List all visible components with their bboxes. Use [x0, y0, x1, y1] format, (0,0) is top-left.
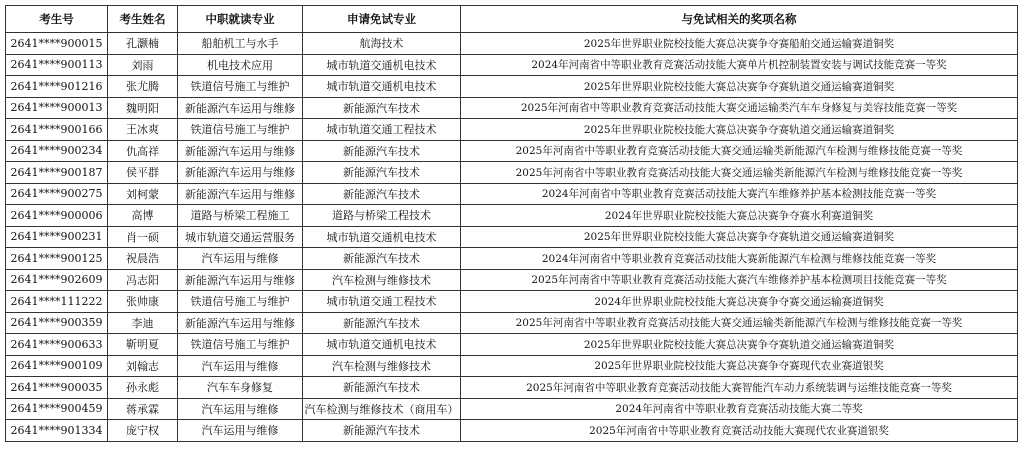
award-name-cell: 2024年河南省中等职业教育竞赛活动技能大赛汽车维修养护基本检测技能竞赛一等奖	[461, 183, 1018, 205]
applied-major-cell: 城市轨道交通机电技术	[303, 76, 461, 98]
candidate-name-cell: 侯平群	[108, 162, 178, 184]
candidate-name-cell: 冯志阳	[108, 269, 178, 291]
candidate-name-cell: 蒋承霖	[108, 398, 178, 420]
candidate-name-cell: 祝晨浩	[108, 248, 178, 270]
vocational-major-cell: 铁道信号施工与维护	[178, 291, 303, 313]
candidate-name-cell: 刘雨	[108, 54, 178, 76]
vocational-major-cell: 铁道信号施工与维护	[178, 76, 303, 98]
table-row	[6, 162, 1018, 184]
candidate-id-cell: 2641****900459	[6, 398, 108, 420]
award-name-cell: 2025年河南省中等职业教育竞赛活动技能大赛现代农业赛道银奖	[461, 420, 1018, 442]
exam-exemption-table	[5, 5, 1018, 442]
table-row	[6, 334, 1018, 356]
award-name-cell: 2025年世界职业院校技能大赛总决赛争夺赛现代农业赛道银奖	[461, 355, 1018, 377]
vocational-major-cell: 汽车车身修复	[178, 377, 303, 399]
vocational-major-cell: 汽车运用与维修	[178, 420, 303, 442]
award-name-cell: 2025年世界职业院校技能大赛总决赛争夺赛轨道交通运输赛道铜奖	[461, 119, 1018, 141]
award-name-cell: 2025年河南省中等职业教育竞赛活动技能大赛交通运输类新能源汽车检测与维修技能竞赛一等奖	[461, 140, 1018, 162]
applied-major-cell: 新能源汽车技术	[303, 183, 461, 205]
table-row	[6, 33, 1018, 55]
award-name-cell: 2024年河南省中等职业教育竞赛活动技能大赛单片机控制装置安装与调试技能竞赛一等奖	[461, 54, 1018, 76]
applied-major-cell: 道路与桥梁工程技术	[303, 205, 461, 227]
candidate-id-cell: 2641****900015	[6, 33, 108, 55]
header-candidate-id: 考生号	[6, 6, 108, 33]
vocational-major-cell: 道路与桥梁工程施工	[178, 205, 303, 227]
applied-major-cell: 新能源汽车技术	[303, 248, 461, 270]
candidate-id-cell: 2641****900231	[6, 226, 108, 248]
candidate-id-cell: 2641****111222	[6, 291, 108, 313]
table-header-row	[6, 6, 1018, 33]
candidate-id-cell: 2641****902609	[6, 269, 108, 291]
candidate-name-cell: 仇高祥	[108, 140, 178, 162]
candidate-name-cell: 靳明夏	[108, 334, 178, 356]
candidate-name-cell: 刘翰志	[108, 355, 178, 377]
candidate-name-cell: 庞宁权	[108, 420, 178, 442]
vocational-major-cell: 机电技术应用	[178, 54, 303, 76]
candidate-id-cell: 2641****900109	[6, 355, 108, 377]
candidate-name-cell: 张尤腾	[108, 76, 178, 98]
award-name-cell: 2025年世界职业院校技能大赛总决赛争夺赛轨道交通运输赛道铜奖	[461, 226, 1018, 248]
applied-major-cell: 城市轨道交通工程技术	[303, 291, 461, 313]
header-applied-major: 申请免试专业	[303, 6, 461, 33]
candidate-id-cell: 2641****900113	[6, 54, 108, 76]
award-name-cell: 2024年河南省中等职业教育竞赛活动技能大赛新能源汽车检测与维修技能竞赛一等奖	[461, 248, 1018, 270]
candidate-id-cell: 2641****900166	[6, 119, 108, 141]
vocational-major-cell: 铁道信号施工与维护	[178, 334, 303, 356]
candidate-id-cell: 2641****900125	[6, 248, 108, 270]
table-row	[6, 269, 1018, 291]
table-row	[6, 205, 1018, 227]
candidate-id-cell: 2641****900234	[6, 140, 108, 162]
vocational-major-cell: 船舶机工与水手	[178, 33, 303, 55]
award-name-cell: 2025年河南省中等职业教育竞赛活动技能大赛智能汽车动力系统装调与运维技能竞赛一等奖	[461, 377, 1018, 399]
candidate-id-cell: 2641****900187	[6, 162, 108, 184]
vocational-major-cell: 铁道信号施工与维护	[178, 119, 303, 141]
candidate-id-cell: 2641****901216	[6, 76, 108, 98]
vocational-major-cell: 汽车运用与维修	[178, 248, 303, 270]
table-row	[6, 54, 1018, 76]
table-row	[6, 398, 1018, 420]
candidate-id-cell: 2641****900013	[6, 97, 108, 119]
award-name-cell: 2025年河南省中等职业教育竞赛活动技能大赛交通运输类汽车车身修复与美容技能竞赛一等奖	[461, 97, 1018, 119]
table-row	[6, 97, 1018, 119]
candidate-name-cell: 王冰爽	[108, 119, 178, 141]
applied-major-cell: 新能源汽车技术	[303, 140, 461, 162]
candidate-id-cell: 2641****900633	[6, 334, 108, 356]
candidate-id-cell: 2641****900275	[6, 183, 108, 205]
vocational-major-cell: 新能源汽车运用与维修	[178, 162, 303, 184]
award-name-cell: 2025年世界职业院校技能大赛总决赛争夺赛船舶交通运输赛道铜奖	[461, 33, 1018, 55]
table-row	[6, 291, 1018, 313]
applied-major-cell: 汽车检测与维修技术（商用车）	[303, 398, 461, 420]
vocational-major-cell: 新能源汽车运用与维修	[178, 97, 303, 119]
vocational-major-cell: 城市轨道交通运营服务	[178, 226, 303, 248]
award-name-cell: 2024年世界职业院校技能大赛总决赛争夺赛水利赛道铜奖	[461, 205, 1018, 227]
applied-major-cell: 城市轨道交通机电技术	[303, 226, 461, 248]
award-name-cell: 2025年河南省中等职业教育竞赛活动技能大赛交通运输类新能源汽车检测与维修技能竞赛一等奖	[461, 162, 1018, 184]
award-name-cell: 2025年世界职业院校技能大赛总决赛争夺赛轨道交通运输赛道铜奖	[461, 334, 1018, 356]
vocational-major-cell: 新能源汽车运用与维修	[178, 183, 303, 205]
candidate-name-cell: 高博	[108, 205, 178, 227]
vocational-major-cell: 汽车运用与维修	[178, 355, 303, 377]
header-vocational-major: 中职就读专业	[178, 6, 303, 33]
table-row	[6, 183, 1018, 205]
candidate-id-cell: 2641****900359	[6, 312, 108, 334]
candidate-name-cell: 张帅康	[108, 291, 178, 313]
candidate-id-cell: 2641****900035	[6, 377, 108, 399]
table-row	[6, 312, 1018, 334]
header-candidate-name: 考生姓名	[108, 6, 178, 33]
table-row	[6, 119, 1018, 141]
table-row	[6, 248, 1018, 270]
applied-major-cell: 城市轨道交通工程技术	[303, 119, 461, 141]
candidate-id-cell: 2641****900006	[6, 205, 108, 227]
applied-major-cell: 新能源汽车技术	[303, 97, 461, 119]
table-row	[6, 377, 1018, 399]
vocational-major-cell: 汽车运用与维修	[178, 398, 303, 420]
applied-major-cell: 新能源汽车技术	[303, 162, 461, 184]
table-row	[6, 140, 1018, 162]
candidate-name-cell: 刘柯蒙	[108, 183, 178, 205]
candidate-name-cell: 魏明阳	[108, 97, 178, 119]
award-name-cell: 2025年河南省中等职业教育竞赛活动技能大赛交通运输类新能源汽车检测与维修技能竞赛一等奖	[461, 312, 1018, 334]
award-name-cell: 2024年世界职业院校技能大赛总决赛争夺赛交通运输赛道铜奖	[461, 291, 1018, 313]
candidate-name-cell: 李迪	[108, 312, 178, 334]
table-body	[6, 33, 1018, 442]
table-row	[6, 76, 1018, 98]
table-row	[6, 226, 1018, 248]
applied-major-cell: 汽车检测与维修技术	[303, 269, 461, 291]
applied-major-cell: 航海技术	[303, 33, 461, 55]
table-row	[6, 420, 1018, 442]
award-name-cell: 2024年河南省中等职业教育竞赛活动技能大赛二等奖	[461, 398, 1018, 420]
award-name-cell: 2025年河南省中等职业教育竞赛活动技能大赛汽车维修养护基本检测项目技能竞赛一等奖	[461, 269, 1018, 291]
applied-major-cell: 城市轨道交通机电技术	[303, 334, 461, 356]
vocational-major-cell: 新能源汽车运用与维修	[178, 269, 303, 291]
table-row	[6, 355, 1018, 377]
applied-major-cell: 新能源汽车技术	[303, 377, 461, 399]
applied-major-cell: 新能源汽车技术	[303, 312, 461, 334]
vocational-major-cell: 新能源汽车运用与维修	[178, 140, 303, 162]
applied-major-cell: 汽车检测与维修技术	[303, 355, 461, 377]
candidate-name-cell: 孔灏楠	[108, 33, 178, 55]
award-name-cell: 2025年世界职业院校技能大赛总决赛争夺赛轨道交通运输赛道铜奖	[461, 76, 1018, 98]
applied-major-cell: 新能源汽车技术	[303, 420, 461, 442]
candidate-name-cell: 肖一硕	[108, 226, 178, 248]
applied-major-cell: 城市轨道交通机电技术	[303, 54, 461, 76]
candidate-name-cell: 孙永彪	[108, 377, 178, 399]
candidate-id-cell: 2641****901334	[6, 420, 108, 442]
vocational-major-cell: 新能源汽车运用与维修	[178, 312, 303, 334]
header-award-name: 与免试相关的奖项名称	[461, 6, 1018, 33]
